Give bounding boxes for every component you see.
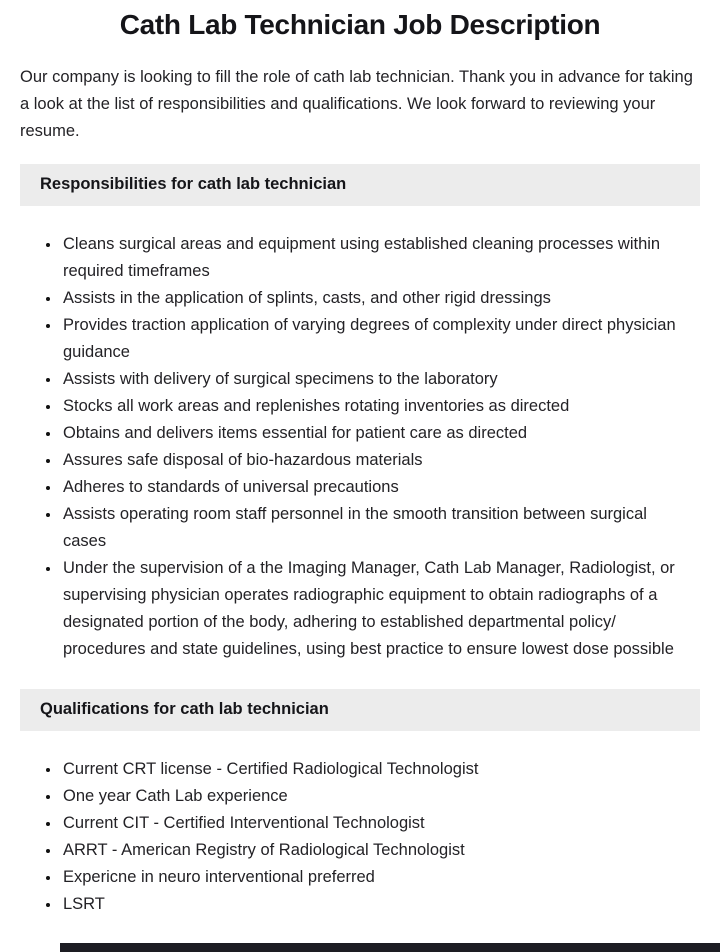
list-item: • Assists operating room staff personnel in the smooth transition between surgical cases (61, 501, 692, 555)
list-item: • Obtains and delivers items essential for patient care as directed (61, 420, 692, 447)
responsibilities-section (0, 164, 720, 663)
list-item: • Provides traction application of varying degrees of complexity under direct physician guidance (61, 312, 692, 366)
qualifications-section (0, 689, 720, 918)
list-item: • One year Cath Lab experience (61, 783, 692, 810)
list-item: • Adheres to standards of universal precautions (61, 474, 692, 501)
qualifications-list (30, 756, 692, 918)
list-item: • Assures safe disposal of bio-hazardous materials (61, 447, 692, 474)
qualifications-heading: Qualifications for cath lab technician (20, 689, 700, 731)
list-item: • Stocks all work areas and replenishes rotating inventories as directed (61, 393, 692, 420)
responsibilities-heading: Responsibilities for cath lab technician (20, 164, 700, 206)
list-item: • Under the supervision of a the Imaging Manager, Cath Lab Manager, Radiologist, or supervising physician operates radiographic equipment to obtain radiographs of a designated portion of the body, adhering to established departmental policy/ procedures and state guidelines, using best practice to ensure lowest dose possible (61, 555, 692, 663)
job-description-page (0, 8, 720, 952)
list-item: • ARRT - American Registry of Radiological Technologist (61, 837, 692, 864)
footer-bar (60, 943, 720, 952)
list-item: • LSRT (61, 891, 692, 918)
responsibilities-list (30, 231, 692, 663)
intro-paragraph: Our company is looking to fill the role of cath lab technician. Thank you in advance for taking a look at the list of responsibilities and qualifications. We look forward to reviewing your resume. (20, 68, 693, 140)
list-item: • Current CRT license - Certified Radiological Technologist (61, 756, 692, 783)
list-item: • Assists with delivery of surgical specimens to the laboratory (61, 366, 692, 393)
list-item: • Expericne in neuro interventional preferred (61, 864, 692, 891)
list-item: • Current CIT - Certified Interventional Technologist (61, 810, 692, 837)
list-item: • Cleans surgical areas and equipment using established cleaning processes within required timeframes (61, 231, 692, 285)
list-item: • Assists in the application of splints, casts, and other rigid dressings (61, 285, 692, 312)
page-title: Cath Lab Technician Job Description (119, 9, 601, 40)
